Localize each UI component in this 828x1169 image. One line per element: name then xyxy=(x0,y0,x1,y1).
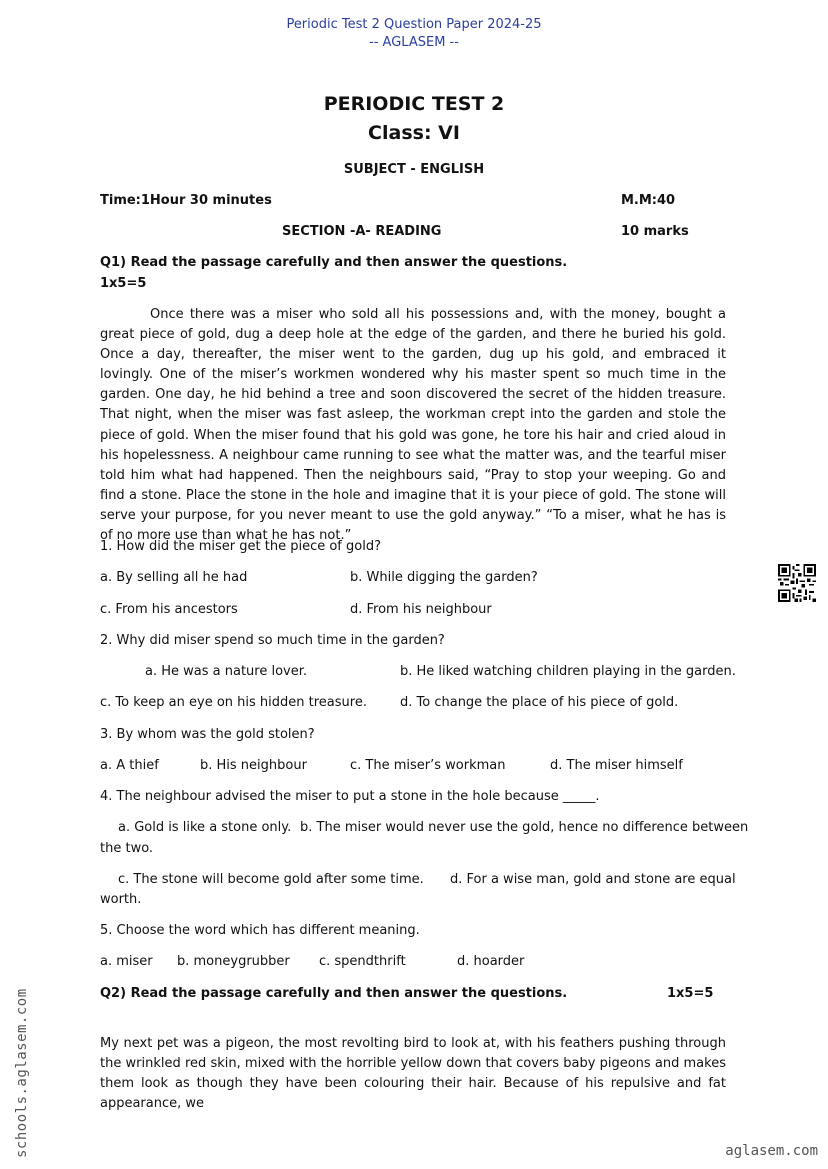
q1-1-option-b: b. While digging the garden? xyxy=(350,570,538,585)
q1-1-option-c: c. From his ancestors xyxy=(100,602,238,617)
test-title: PERIODIC TEST 2 xyxy=(323,93,505,115)
q1-passage: Once there was a miser who sold all his possessions and, with the money, bought a great piece of gold, dug a deep hole at the edge of the garden, and there he buried his gold. Once a day, thereafter, the miser went to the garden, dug up his gold, and embraced it lovingly. One of the miser’s workmen wondered why his master spent so much time in the garden. One day, he hid behind a tree and soon discovered the secret of the hidden treasure. That night, when the miser was fast asleep, the workman crept into the garden and stole the piece of gold. When the miser found that his gold was gone, he tore his hair and cried aloud in his hopelessness. A neighbour came running to see what the matter was, and the tearful miser told him what had happened. Then the neighbours said, “Pray to stop your weeping. Go and find a stone. Place the stone in the hole and imagine that it is your piece of gold. The stone will serve your purpose, for you never meant to use the gold anyway.” “To a miser, what he has is of no more use than what he has not.” xyxy=(100,307,726,544)
time-label: Time:1Hour 30 minutes xyxy=(100,193,272,208)
q1-4-option-d-cont: worth. xyxy=(100,892,142,907)
q1-heading: Q1) Read the passage carefully and then answer the questions. xyxy=(100,255,568,270)
q1-question-3: 3. By whom was the gold stolen? xyxy=(100,727,315,742)
q1-5-option-a: a. miser xyxy=(100,954,153,969)
q1-3-option-b: b. His neighbour xyxy=(200,758,307,773)
q1-2-option-d: d. To change the place of his piece of gold. xyxy=(400,695,679,710)
q2-passage: My next pet was a pigeon, the most revolting bird to look at, with his feathers pushing through the wrinkled red skin, mixed with the horrible yellow down that covers baby pigeons and makes them look as though they have been colouring their hair. Because of his repulsive and fat appearance, we xyxy=(100,1036,726,1112)
q1-5-option-c: c. spendthrift xyxy=(319,954,406,969)
header-line-1: Periodic Test 2 Question Paper 2024-25 xyxy=(286,17,542,32)
q1-3-option-c: c. The miser’s workman xyxy=(350,758,506,773)
q1-4-option-a: a. Gold is like a stone only. xyxy=(118,820,292,835)
q1-3-option-a: a. A thief xyxy=(100,758,159,773)
q1-2-option-a: a. He was a nature lover. xyxy=(145,664,308,679)
q1-4-option-b: b. The miser would never use the gold, hence no difference between xyxy=(300,820,749,835)
bottom-watermark: aglasem.com xyxy=(725,1143,818,1159)
q1-2-option-c: c. To keep an eye on his hidden treasure. xyxy=(100,695,367,710)
q1-5-option-d: d. hoarder xyxy=(457,954,525,969)
q1-question-2: 2. Why did miser spend so much time in the garden? xyxy=(100,633,445,648)
max-marks: M.M:40 xyxy=(621,193,676,208)
section-title: SECTION -A- READING xyxy=(282,224,442,239)
q1-5-option-b: b. moneygrubber xyxy=(177,954,290,969)
q1-4-option-b-cont: the two. xyxy=(100,841,154,856)
q2-heading: Q2) Read the passage carefully and then answer the questions. xyxy=(100,986,568,1001)
qr-code-icon xyxy=(778,564,816,602)
side-watermark: schools.aglasem.com xyxy=(14,988,30,1158)
subject-title: SUBJECT - ENGLISH xyxy=(343,162,485,177)
q1-scheme: 1x5=5 xyxy=(100,276,147,291)
q1-question-1: 1. How did the miser get the piece of gold? xyxy=(100,539,381,554)
q1-question-4: 4. The neighbour advised the miser to put a stone in the hole because _____. xyxy=(100,789,600,804)
q1-2-option-b: b. He liked watching children playing in the garden. xyxy=(400,664,736,679)
q1-4-option-d: d. For a wise man, gold and stone are equal xyxy=(450,872,736,887)
q1-3-option-d: d. The miser himself xyxy=(550,758,683,773)
header-line-2: -- AGLASEM -- xyxy=(369,35,459,50)
class-title: Class: VI xyxy=(368,122,460,144)
q1-4-option-c: c. The stone will become gold after some time. xyxy=(118,872,424,887)
q1-question-5: 5. Choose the word which has different meaning. xyxy=(100,923,420,938)
q2-scheme: 1x5=5 xyxy=(667,986,714,1001)
section-marks: 10 marks xyxy=(621,224,689,239)
q1-1-option-d: d. From his neighbour xyxy=(350,602,492,617)
q1-1-option-a: a. By selling all he had xyxy=(100,570,248,585)
